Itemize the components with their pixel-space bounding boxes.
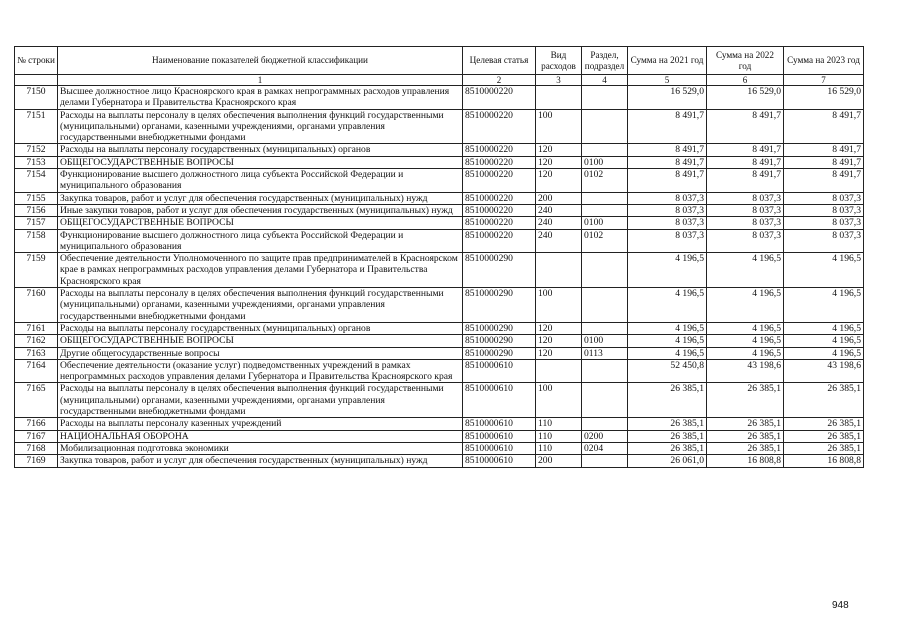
row-target: 8510000220 [463,156,536,168]
row-expense-type: 120 [536,322,582,334]
row-sum-2023: 26 385,1 [784,430,864,442]
row-name: ОБЩЕГОСУДАРСТВЕННЫЕ ВОПРОСЫ [58,335,463,347]
table-row [15,383,864,418]
row-target: 8510000220 [463,204,536,216]
row-number: 7157 [15,217,58,229]
row-sum-2021: 26 061,0 [628,455,707,467]
row-sum-2023: 16 808,8 [784,455,864,467]
row-section [582,383,628,418]
row-target: 8510000610 [463,383,536,418]
row-sum-2021: 26 385,1 [628,430,707,442]
table-row [15,430,864,442]
row-sum-2022: 26 385,1 [707,418,784,430]
row-sum-2023: 26 385,1 [784,383,864,418]
header-section: Раздел, подраздел [582,47,628,75]
row-sum-2023: 8 037,3 [784,217,864,229]
row-sum-2021: 4 196,5 [628,347,707,359]
row-name: Расходы на выплаты персоналу государственных (муниципальных) органов [58,144,463,156]
row-expense-type: 120 [536,335,582,347]
row-name: Расходы на выплаты персоналу государственных (муниципальных) органов [58,322,463,334]
row-name: Функционирование высшего должностного лица субъекта Российской Федерации и муниципального образования [58,169,463,193]
row-sum-2021: 4 196,5 [628,335,707,347]
row-number: 7153 [15,156,58,168]
row-section [582,86,628,110]
row-name: Обеспечение деятельности (оказание услуг) подведомственных учреждений в рамках непрограммных расходов управления делами Губернатора и Правительства Красноярского края [58,359,463,383]
row-sum-2021: 4 196,5 [628,322,707,334]
row-target: 8510000610 [463,430,536,442]
row-number: 7166 [15,418,58,430]
row-target: 8510000220 [463,144,536,156]
row-target: 8510000290 [463,322,536,334]
row-number: 7150 [15,86,58,110]
row-section [582,359,628,383]
row-sum-2021: 8 037,3 [628,229,707,253]
row-sum-2022: 4 196,5 [707,288,784,323]
table-row [15,322,864,334]
row-number: 7161 [15,322,58,334]
table-row [15,253,864,288]
row-name: Иные закупки товаров, работ и услуг для обеспечения государственных (муниципальных) нужд [58,204,463,216]
row-sum-2021: 26 385,1 [628,442,707,454]
row-number: 7162 [15,335,58,347]
row-target: 8510000610 [463,442,536,454]
row-expense-type: 120 [536,169,582,193]
row-sum-2021: 4 196,5 [628,253,707,288]
table-row [15,418,864,430]
row-number: 7169 [15,455,58,467]
table-row [15,288,864,323]
row-expense-type [536,359,582,383]
row-target: 8510000220 [463,192,536,204]
row-section: 0100 [582,335,628,347]
column-number: 5 [628,75,707,86]
row-name: ОБЩЕГОСУДАРСТВЕННЫЕ ВОПРОСЫ [58,156,463,168]
row-number: 7156 [15,204,58,216]
row-sum-2023: 4 196,5 [784,335,864,347]
row-section [582,204,628,216]
row-section [582,253,628,288]
row-name: Расходы на выплаты персоналу в целях обеспечения выполнения функций государственными (муниципальными) органами, казенными учреждениями, органами управления государственными внебюджетными фондами [58,383,463,418]
row-name: ОБЩЕГОСУДАРСТВЕННЫЕ ВОПРОСЫ [58,217,463,229]
row-expense-type: 200 [536,192,582,204]
column-number: 7 [784,75,864,86]
row-sum-2021: 4 196,5 [628,288,707,323]
row-sum-2023: 4 196,5 [784,253,864,288]
column-number: 3 [536,75,582,86]
table-row [15,144,864,156]
row-sum-2021: 8 491,7 [628,109,707,144]
row-number: 7168 [15,442,58,454]
row-sum-2023: 8 491,7 [784,109,864,144]
header-expense-type: Вид расходов [536,47,582,75]
row-section [582,455,628,467]
table-row [15,192,864,204]
row-sum-2023: 8 491,7 [784,169,864,193]
row-sum-2022: 16 808,8 [707,455,784,467]
row-section: 0102 [582,229,628,253]
row-sum-2023: 8 037,3 [784,192,864,204]
row-sum-2022: 4 196,5 [707,322,784,334]
row-number: 7151 [15,109,58,144]
row-sum-2023: 16 529,0 [784,86,864,110]
row-sum-2021: 52 450,8 [628,359,707,383]
row-expense-type: 110 [536,442,582,454]
header-target: Целевая статья [463,47,536,75]
row-sum-2022: 16 529,0 [707,86,784,110]
header-sum-2022: Сумма на 2022 год [707,47,784,75]
row-sum-2023: 4 196,5 [784,347,864,359]
row-name: Высшее должностное лицо Красноярского края в рамках непрограммных расходов управления делами Губернатора и Правительства Красноярского края [58,86,463,110]
row-target: 8510000610 [463,455,536,467]
row-name: Мобилизационная подготовка экономики [58,442,463,454]
row-expense-type: 110 [536,430,582,442]
row-sum-2023: 8 037,3 [784,229,864,253]
row-target: 8510000290 [463,335,536,347]
table-row [15,204,864,216]
budget-table [14,46,864,468]
row-number: 7165 [15,383,58,418]
row-section: 0102 [582,169,628,193]
row-section [582,418,628,430]
row-section [582,109,628,144]
row-name: Другие общегосударственные вопросы [58,347,463,359]
table-row [15,442,864,454]
row-sum-2022: 26 385,1 [707,430,784,442]
column-number-row [15,75,864,86]
row-target: 8510000610 [463,418,536,430]
row-section [582,288,628,323]
row-section: 0100 [582,156,628,168]
row-expense-type: 240 [536,204,582,216]
table-row [15,455,864,467]
row-number: 7163 [15,347,58,359]
row-sum-2021: 26 385,1 [628,383,707,418]
row-section: 0113 [582,347,628,359]
table-row [15,335,864,347]
row-section: 0200 [582,430,628,442]
row-number: 7159 [15,253,58,288]
row-sum-2022: 8 037,3 [707,229,784,253]
row-sum-2023: 4 196,5 [784,288,864,323]
row-sum-2023: 26 385,1 [784,418,864,430]
row-name: Закупка товаров, работ и услуг для обеспечения государственных (муниципальных) нужд [58,455,463,467]
row-sum-2022: 26 385,1 [707,442,784,454]
row-target: 8510000220 [463,229,536,253]
table-row [15,347,864,359]
header-sum-2021: Сумма на 2021 год [628,47,707,75]
row-name: Расходы на выплаты персоналу в целях обеспечения выполнения функций государственными (муниципальными) органами, казенными учреждениями, органами управления государственными внебюджетными фондами [58,288,463,323]
row-expense-type: 100 [536,383,582,418]
row-sum-2022: 43 198,6 [707,359,784,383]
row-expense-type: 120 [536,144,582,156]
row-name: НАЦИОНАЛЬНАЯ ОБОРОНА [58,430,463,442]
row-target: 8510000610 [463,359,536,383]
row-number: 7164 [15,359,58,383]
row-target: 8510000220 [463,217,536,229]
row-target: 8510000220 [463,86,536,110]
column-number: 2 [463,75,536,86]
row-number: 7158 [15,229,58,253]
column-number: 6 [707,75,784,86]
row-target: 8510000290 [463,347,536,359]
row-name: Расходы на выплаты персоналу казенных учреждений [58,418,463,430]
row-expense-type: 100 [536,288,582,323]
column-number: 4 [582,75,628,86]
row-expense-type: 120 [536,156,582,168]
row-sum-2023: 43 198,6 [784,359,864,383]
row-name: Расходы на выплаты персоналу в целях обеспечения выполнения функций государственными (муниципальными) органами, казенными учреждениями, органами управления государственными внебюджетными фондами [58,109,463,144]
row-name: Закупка товаров, работ и услуг для обеспечения государственных (муниципальных) нужд [58,192,463,204]
header-row-no: № строки [15,47,58,75]
table-row [15,156,864,168]
row-sum-2021: 8 491,7 [628,156,707,168]
column-number [15,75,58,86]
row-sum-2022: 8 491,7 [707,109,784,144]
row-name: Обеспечение деятельности Уполномоченного по защите прав предпринимателей в Красноярском крае в рамках непрограммных расходов управления делами Губернатора и Правительства Красноярского края [58,253,463,288]
row-sum-2022: 8 491,7 [707,144,784,156]
row-section: 0204 [582,442,628,454]
row-sum-2022: 8 037,3 [707,217,784,229]
row-expense-type: 100 [536,109,582,144]
row-sum-2022: 4 196,5 [707,347,784,359]
row-sum-2021: 8 037,3 [628,204,707,216]
header-sum-2023: Сумма на 2023 год [784,47,864,75]
row-sum-2022: 8 037,3 [707,192,784,204]
row-number: 7155 [15,192,58,204]
row-sum-2022: 4 196,5 [707,253,784,288]
table-row [15,109,864,144]
row-target: 8510000290 [463,253,536,288]
row-sum-2021: 8 491,7 [628,144,707,156]
row-expense-type [536,86,582,110]
row-sum-2022: 4 196,5 [707,335,784,347]
row-section [582,144,628,156]
row-number: 7167 [15,430,58,442]
row-sum-2023: 26 385,1 [784,442,864,454]
row-name: Функционирование высшего должностного лица субъекта Российской Федерации и муниципального образования [58,229,463,253]
row-sum-2021: 8 491,7 [628,169,707,193]
row-expense-type: 240 [536,217,582,229]
header-row [15,47,864,75]
page-number: 948 [832,600,849,611]
row-expense-type: 120 [536,347,582,359]
row-sum-2023: 8 491,7 [784,156,864,168]
row-expense-type: 240 [536,229,582,253]
column-number: 1 [58,75,463,86]
row-number: 7152 [15,144,58,156]
row-expense-type [536,253,582,288]
row-sum-2022: 8 491,7 [707,156,784,168]
table-row [15,217,864,229]
row-sum-2021: 8 037,3 [628,217,707,229]
row-target: 8510000290 [463,288,536,323]
row-number: 7154 [15,169,58,193]
row-sum-2021: 8 037,3 [628,192,707,204]
row-expense-type: 200 [536,455,582,467]
row-number: 7160 [15,288,58,323]
table-row [15,86,864,110]
row-target: 8510000220 [463,109,536,144]
row-target: 8510000220 [463,169,536,193]
row-sum-2023: 8 491,7 [784,144,864,156]
row-section: 0100 [582,217,628,229]
table-body [15,86,864,468]
row-sum-2023: 8 037,3 [784,204,864,216]
row-sum-2022: 8 491,7 [707,169,784,193]
row-sum-2022: 8 037,3 [707,204,784,216]
row-sum-2023: 4 196,5 [784,322,864,334]
row-sum-2022: 26 385,1 [707,383,784,418]
row-expense-type: 110 [536,418,582,430]
row-section [582,192,628,204]
table-row [15,359,864,383]
row-sum-2021: 26 385,1 [628,418,707,430]
table-row [15,169,864,193]
row-sum-2021: 16 529,0 [628,86,707,110]
header-name: Наименование показателей бюджетной классификации [58,47,463,75]
table-row [15,229,864,253]
row-section [582,322,628,334]
